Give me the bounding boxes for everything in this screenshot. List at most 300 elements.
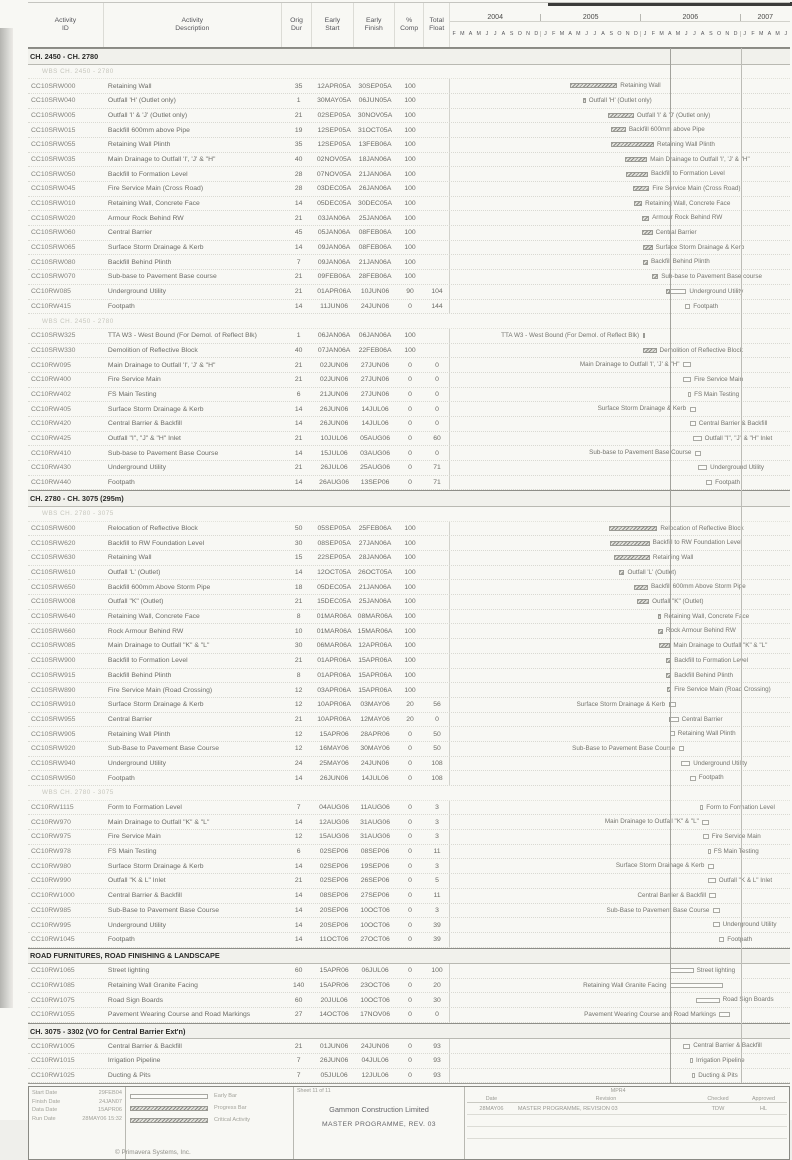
activity-row[interactable] (28, 904, 790, 919)
activity-id: CC10SRW005 (31, 111, 76, 119)
activity-row[interactable] (28, 757, 790, 772)
activity-row[interactable] (28, 461, 790, 476)
activity-id: CC10RW970 (31, 818, 71, 826)
gantt-bar[interactable] (696, 998, 719, 1003)
activity-description: Underground Utility (107, 288, 167, 296)
gantt-cell (449, 1039, 790, 1053)
gantt-bar[interactable] (658, 629, 663, 634)
activity-id: CC10SRW900 (31, 657, 76, 665)
gantt-bar[interactable] (690, 407, 696, 412)
gantt-bar-label: Retaining Wall, Concrete Face (645, 199, 731, 207)
activity-row[interactable] (28, 993, 790, 1008)
early-start: 12OCT05A (317, 569, 352, 577)
gantt-bar[interactable] (681, 761, 690, 766)
orig-dur: 7 (296, 1072, 301, 1080)
activity-row[interactable] (28, 918, 790, 933)
gantt-bar-label: Armour Rock Behind RW (652, 214, 723, 222)
orig-dur: 12 (294, 745, 303, 753)
gantt-bar-label: Outfall 'L' (Outlet) (627, 568, 677, 576)
activity-row[interactable] (28, 830, 790, 845)
gantt-bar[interactable] (708, 864, 714, 869)
gantt-bar-label: FS Main Testing (713, 847, 759, 855)
orig-dur: 27 (294, 1011, 303, 1019)
activity-row[interactable] (28, 167, 790, 182)
activity-row[interactable] (28, 859, 790, 874)
pct-comp: 0 (408, 361, 412, 369)
pct-comp: 100 (404, 613, 416, 621)
activity-row[interactable] (28, 639, 790, 654)
activity-row[interactable] (28, 1069, 790, 1084)
activity-row[interactable] (28, 1008, 790, 1023)
activity-row[interactable] (28, 1054, 790, 1069)
pct-comp: 100 (404, 229, 416, 237)
gantt-bar[interactable] (719, 937, 725, 942)
activity-row[interactable] (28, 417, 790, 432)
pct-comp: 100 (404, 82, 416, 90)
early-start: 15JUL06 (320, 449, 348, 457)
activity-description: Sub-Base to Pavement Base Course (107, 745, 219, 753)
gantt-bar[interactable] (683, 1044, 691, 1049)
activity-row[interactable] (28, 79, 790, 94)
early-finish: 27JUN06 (360, 361, 390, 369)
early-finish: 26OCT05A (358, 569, 393, 577)
gantt-bar[interactable] (659, 643, 670, 648)
activity-row[interactable] (28, 358, 790, 373)
gantt-bar-label: Retaining Wall Plinth (657, 140, 715, 148)
gantt-bar[interactable] (611, 142, 654, 147)
wbs-band-row[interactable] (28, 314, 790, 329)
orig-dur: 1 (296, 97, 301, 105)
early-finish: 12APR06A (358, 642, 392, 650)
activity-id: CC10SRW660 (31, 627, 76, 635)
orig-dur: 7 (296, 258, 301, 266)
pct-comp: 0 (408, 390, 412, 398)
activity-row[interactable] (28, 344, 790, 359)
gantt-bar[interactable] (658, 614, 661, 619)
gantt-bar-label: Footpath (715, 478, 740, 486)
gantt-bar[interactable] (713, 922, 720, 927)
gantt-cell (449, 373, 790, 387)
activity-row[interactable] (28, 566, 790, 581)
month-tick: O (517, 31, 522, 38)
gantt-bar[interactable] (709, 893, 715, 898)
early-finish: 14JUL06 (361, 774, 389, 782)
activity-row[interactable] (28, 300, 790, 315)
early-start: 14OCT06 (319, 1011, 349, 1019)
activity-id: CC10SRW045 (31, 185, 76, 193)
month-tick: M (758, 31, 764, 38)
activity-row[interactable] (28, 123, 790, 138)
run-date-row: Run Date 28MAY06 15:32 (32, 1115, 122, 1122)
activity-description: Backfill to Formation Level (107, 657, 188, 665)
gantt-bar[interactable] (643, 245, 652, 250)
gantt-cell (449, 933, 790, 947)
gantt-bar[interactable] (692, 1073, 695, 1078)
timeline-year-2007: 2007 (740, 14, 790, 21)
activity-id: CC10SRW060 (31, 229, 76, 237)
pct-comp: 0 (408, 302, 412, 310)
gantt-bar-label: Outfall 'I' & 'J' (Outlet only) (636, 111, 711, 119)
activity-row[interactable] (28, 610, 790, 625)
pct-comp: 0 (408, 804, 412, 812)
early-finish: 11AUG06 (360, 804, 390, 812)
orig-dur: 14 (294, 862, 303, 870)
pct-comp: 100 (404, 539, 416, 547)
gantt-bar[interactable] (690, 776, 696, 781)
early-finish: 05AUG06 (360, 435, 390, 443)
activity-id: CC10RW1025 (31, 1072, 75, 1080)
wbs-label: WBS CH. 2450 - 2780 (42, 317, 114, 325)
gantt-bar[interactable] (583, 98, 586, 103)
gantt-bar[interactable] (695, 451, 701, 456)
total-float: 50 (433, 730, 441, 738)
early-start: 12SEP05A (317, 141, 351, 149)
gantt-bar[interactable] (608, 113, 634, 118)
early-start: 08SEP06 (319, 892, 349, 900)
pct-comp: 20 (406, 715, 414, 723)
early-finish: 14JUL06 (361, 405, 389, 413)
month-tick: F (452, 31, 456, 38)
early-finish: 10OCT06 (360, 921, 390, 929)
gantt-bar[interactable] (670, 289, 686, 294)
gantt-cell (449, 859, 790, 873)
activity-id: CC10SRW940 (31, 759, 76, 767)
early-finish: 13SEP06 (360, 479, 390, 487)
gantt-cell (449, 742, 790, 756)
activity-row[interactable] (28, 964, 790, 979)
orig-dur: 14 (294, 774, 303, 782)
activity-row[interactable] (28, 683, 790, 698)
activity-row[interactable] (28, 874, 790, 889)
activity-description: Main Drainage to Outfall 'I', 'J' & "H" (107, 361, 216, 369)
gantt-bar[interactable] (690, 1058, 693, 1063)
gantt-bar[interactable] (688, 392, 691, 397)
gantt-bar[interactable] (685, 304, 690, 309)
activity-row[interactable] (28, 536, 790, 551)
activity-row[interactable] (28, 1039, 790, 1054)
activity-row[interactable] (28, 182, 790, 197)
activity-id: CC10SRW010 (31, 200, 76, 208)
month-tick: J (485, 31, 489, 38)
early-start: 26JUN06 (319, 420, 349, 428)
activity-id: CC10RW095 (31, 361, 71, 369)
rev-col-revision: Revision (516, 1096, 696, 1103)
gantt-bar[interactable] (719, 1012, 729, 1017)
gantt-bar[interactable] (626, 172, 648, 177)
activity-id: CC10RW1055 (31, 1011, 75, 1019)
activity-row[interactable] (28, 241, 790, 256)
activity-row[interactable] (28, 522, 790, 537)
gantt-bar[interactable] (652, 274, 658, 279)
early-finish: 30DEC05A (358, 200, 393, 208)
section-header-row[interactable] (28, 48, 790, 65)
col-early-finish: Early Finish (354, 3, 395, 47)
activity-row[interactable] (28, 933, 790, 948)
activity-row[interactable] (28, 889, 790, 904)
activity-row[interactable] (28, 669, 790, 684)
gantt-bar-label: Fire Service Main (711, 833, 761, 841)
early-start: 06MAR06A (316, 642, 352, 650)
total-float (425, 683, 450, 697)
activity-description: Retaining Wall, Concrete Face (107, 613, 200, 621)
activity-id: CC10RW978 (31, 848, 71, 856)
section-header-row[interactable] (28, 490, 790, 507)
gantt-bar[interactable] (625, 157, 647, 162)
activity-row[interactable] (28, 373, 790, 388)
early-start: 20SEP06 (319, 921, 349, 929)
activity-description: Footpath (107, 774, 135, 782)
activity-row[interactable] (28, 742, 790, 757)
gantt-cell (449, 713, 790, 727)
total-float: 0 (435, 420, 439, 428)
activity-description: Outfall "K" (Outlet) (107, 598, 164, 606)
gantt-cell (449, 964, 790, 978)
revision-row: 28MAY06 MASTER PROGRAMME, REVISION 03 TDW HL (467, 1103, 787, 1115)
footer-title-block (28, 1086, 790, 1160)
activity-row[interactable] (28, 446, 790, 461)
gantt-cell (449, 300, 790, 314)
orig-dur: 60 (294, 996, 303, 1004)
pct-comp: 100 (404, 155, 416, 163)
col-activity-description: Activity Description (104, 3, 282, 47)
gantt-cell (449, 993, 790, 1007)
gantt-bar-label: Sub-Base to Pavement Base Course (572, 744, 676, 752)
orig-dur: 10 (294, 627, 303, 635)
activity-row[interactable] (28, 698, 790, 713)
gantt-bar[interactable] (633, 186, 649, 191)
gantt-bar[interactable] (643, 260, 648, 265)
gantt-bar[interactable] (634, 201, 642, 206)
early-start: 26JUL06 (320, 464, 348, 472)
gantt-bar[interactable] (713, 908, 720, 913)
activity-row[interactable] (28, 654, 790, 669)
gantt-bar[interactable] (700, 805, 703, 810)
activity-description: Surface Storm Drainage & Kerb (107, 862, 204, 870)
activity-description: Fire Service Main (107, 833, 161, 841)
activity-id: CC10SRW620 (31, 539, 76, 547)
gantt-bar-label: Outfall 'H' (Outlet only) (588, 96, 652, 104)
activity-row[interactable] (28, 801, 790, 816)
gantt-bar[interactable] (614, 555, 650, 560)
activity-row[interactable] (28, 329, 790, 344)
activity-id: CC10RW402 (31, 390, 71, 398)
gantt-cell (449, 79, 790, 93)
activity-row[interactable] (28, 402, 790, 417)
activity-id: CC10RW415 (31, 302, 71, 310)
early-start: 09JAN06A (317, 258, 351, 266)
gantt-cell (449, 255, 790, 269)
pct-comp: 100 (404, 346, 416, 354)
orig-dur: 8 (296, 613, 301, 621)
early-start: 02SEP05A (317, 111, 351, 119)
gantt-bar[interactable] (634, 585, 648, 590)
gantt-bar[interactable] (643, 333, 645, 338)
activity-row[interactable] (28, 138, 790, 153)
gantt-bar[interactable] (570, 83, 618, 88)
gantt-bar[interactable] (670, 968, 694, 973)
activity-description: TTA W3 - West Bound (For Demol. of Reflect Blk) (107, 332, 257, 340)
gantt-bar[interactable] (670, 702, 676, 707)
activity-row[interactable] (28, 211, 790, 226)
activity-row[interactable] (28, 979, 790, 994)
gantt-bar[interactable] (698, 465, 707, 470)
early-start: 01APR06A (317, 288, 351, 296)
activity-row[interactable] (28, 713, 790, 728)
activity-row[interactable] (28, 388, 790, 403)
section-header-row[interactable] (28, 1023, 790, 1040)
wbs-band-row[interactable] (28, 507, 790, 522)
activity-row[interactable] (28, 270, 790, 285)
month-tick: A (667, 31, 672, 38)
total-float (425, 624, 450, 638)
activity-row[interactable] (28, 285, 790, 300)
gantt-bar[interactable] (683, 377, 691, 382)
wbs-label: WBS CH. 2780 - 3075 (42, 789, 114, 797)
activity-row[interactable] (28, 845, 790, 860)
early-start: 30MAY05A (317, 97, 352, 105)
wbs-label: WBS CH. 2780 - 3075 (42, 510, 114, 518)
early-finish: 18JAN06A (358, 155, 392, 163)
early-start: 06JAN06A (317, 332, 351, 340)
gantt-bar[interactable] (706, 480, 712, 485)
programme-title: MASTER PROGRAMME, REV. 03 (322, 1121, 436, 1129)
finish-date-row: Finish Date 24JAN07 (32, 1098, 122, 1105)
pct-comp: 100 (404, 141, 416, 149)
activity-id: CC10SRW330 (31, 346, 76, 354)
early-finish: 04JUL06 (361, 1057, 389, 1065)
total-float: 39 (433, 921, 441, 929)
early-start: 26JUN06 (319, 774, 349, 782)
activity-id: CC10RW430 (31, 464, 71, 472)
total-float: 144 (431, 302, 443, 310)
total-float (425, 109, 450, 123)
month-tick: M (559, 31, 565, 38)
gantt-bar-label: Backfill 600mm above Pipe (628, 126, 705, 134)
early-start: 09FEB06A (317, 273, 351, 281)
total-float (425, 536, 450, 550)
activity-row[interactable] (28, 580, 790, 595)
activity-description: Surface Storm Drainage & Kerb (107, 405, 204, 413)
early-start: 07JAN06A (317, 346, 351, 354)
activity-description: Outfall "I", "J" & "H" Inlet (107, 435, 181, 443)
wbs-band-row[interactable] (28, 786, 790, 801)
gantt-bar[interactable] (693, 436, 701, 441)
activity-row[interactable] (28, 432, 790, 447)
orig-dur: 7 (296, 804, 301, 812)
early-finish: 26SEP06 (360, 877, 390, 885)
gantt-bar[interactable] (690, 421, 696, 426)
early-finish: 30MAY06 (360, 745, 390, 753)
gantt-bar[interactable] (642, 216, 649, 221)
pct-comp: 0 (408, 1057, 412, 1065)
gantt-bar[interactable] (670, 983, 723, 988)
pct-comp: 100 (404, 244, 416, 252)
gantt-bar[interactable] (683, 362, 691, 367)
gantt-cell (449, 904, 790, 918)
activity-row[interactable] (28, 476, 790, 491)
activity-row[interactable] (28, 727, 790, 742)
gantt-bar[interactable] (702, 820, 708, 825)
gantt-cell (449, 889, 790, 903)
section-header-row[interactable] (28, 948, 790, 965)
gantt-bar-label: Irrigation Pipeline (696, 1057, 745, 1064)
activity-row[interactable] (28, 94, 790, 109)
early-start: 03DEC05A (317, 185, 352, 193)
gantt-bar[interactable] (708, 849, 711, 854)
activity-row[interactable] (28, 153, 790, 168)
activity-description: Backfill to Formation Level (107, 170, 188, 178)
gantt-bar[interactable] (679, 746, 684, 751)
gantt-bar[interactable] (609, 526, 657, 531)
early-finish: 06JAN06A (358, 332, 392, 340)
activity-row[interactable] (28, 624, 790, 639)
gantt-bar[interactable] (703, 834, 709, 839)
pct-comp: 0 (408, 936, 412, 944)
activity-row[interactable] (28, 255, 790, 270)
gantt-cell (449, 476, 790, 490)
activity-row[interactable] (28, 109, 790, 124)
activity-description: Backfill Behind Plinth (107, 671, 172, 679)
wbs-band-row[interactable] (28, 65, 790, 80)
early-start: 12APR05A (317, 82, 351, 90)
gantt-bar[interactable] (670, 717, 678, 722)
gantt-bar[interactable] (643, 348, 657, 353)
activity-row[interactable] (28, 197, 790, 212)
gantt-bar-label: Sub-base to Pavement Base course (661, 273, 762, 281)
orig-dur: 7 (296, 1057, 301, 1065)
gantt-cell (449, 167, 790, 181)
gantt-bar[interactable] (708, 878, 716, 883)
gantt-bar[interactable] (642, 230, 652, 235)
orig-dur: 1 (296, 332, 301, 340)
activity-description: Footpath (107, 479, 135, 487)
activity-row[interactable] (28, 771, 790, 786)
activity-description: Fire Service Main (Cross Road) (107, 185, 204, 193)
early-finish: 10OCT06 (360, 996, 390, 1004)
activity-row[interactable] (28, 551, 790, 566)
gantt-cell (449, 138, 790, 152)
activity-row[interactable] (28, 226, 790, 241)
activity-id: CC10RW410 (31, 449, 71, 457)
activity-row[interactable] (28, 595, 790, 610)
total-float: 5 (435, 877, 439, 885)
early-finish: 21JAN06A (358, 170, 392, 178)
gantt-bar-label: Surface Storm Drainage & Kerb (576, 700, 666, 708)
activity-id: CC10SRW955 (31, 715, 76, 723)
early-start: 05DEC05A (317, 583, 352, 591)
gantt-bar[interactable] (619, 570, 624, 575)
pct-comp: 0 (408, 376, 412, 384)
activity-row[interactable] (28, 815, 790, 830)
gantt-bar[interactable] (611, 127, 626, 132)
activity-description: Underground Utility (107, 464, 167, 472)
activity-description: Rock Armour Behind RW (107, 627, 184, 635)
pct-comp: 100 (404, 554, 416, 562)
gantt-bar-label: Central Barrier (655, 229, 697, 237)
early-finish: 08MAR06A (357, 613, 393, 621)
early-start: 02SEP06 (319, 877, 349, 885)
pct-comp: 100 (404, 686, 416, 694)
gantt-cell (449, 270, 790, 284)
early-start: 12SEP05A (317, 126, 351, 134)
gantt-bar[interactable] (637, 599, 649, 604)
orig-dur: 14 (294, 420, 303, 428)
total-float: 3 (435, 862, 439, 870)
orig-dur: 24 (294, 759, 303, 767)
gantt-bar[interactable] (610, 541, 650, 546)
pct-comp: 0 (408, 1042, 412, 1050)
total-float: 93 (433, 1072, 441, 1080)
